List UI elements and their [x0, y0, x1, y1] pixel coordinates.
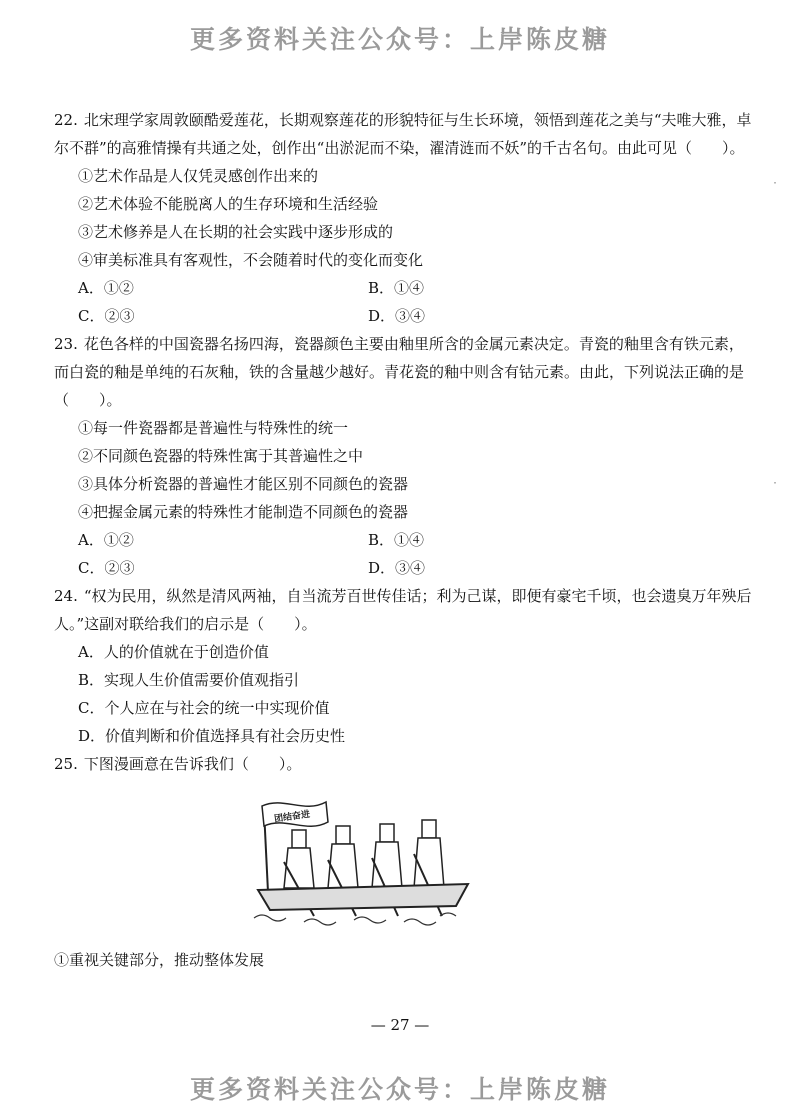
statement: ②艺术体验不能脱离人的生存环境和生活经验 — [78, 195, 379, 213]
question-number: 24. — [54, 587, 78, 605]
page-number: — 27 — — [370, 1016, 430, 1034]
statement: ③艺术修养是人在长期的社会实践中逐步形成的 — [78, 223, 394, 241]
answer-row — [54, 302, 754, 330]
question-stem-text: “权为民用，纵然是清风两袖，自当流芳百世传佳话；利为己谋，即便有豪宅千顷，也会遗臭万年殃后人。”这副对联给我们的启示是（ ）。 — [54, 587, 752, 633]
edge-mark: · — [771, 178, 778, 189]
question-number: 23. — [54, 335, 78, 353]
answer-option-c: C．②③ — [78, 307, 135, 325]
edge-mark: · — [771, 478, 778, 489]
answer-row — [54, 274, 754, 302]
answer-row — [54, 526, 754, 554]
statement: ④把握金属元素的特殊性才能制造不同颜色的瓷器 — [78, 503, 409, 521]
question-number: 22. — [54, 111, 78, 129]
answer-option-d: D．价值判断和价值选择具有社会历史性 — [78, 727, 346, 745]
question-stem-text: 北宋理学家周敦颐酷爱莲花，长期观察莲花的形貌特征与生长环境，领悟到莲花之美与“夫唯大雅，卓尔不群”的高雅情操有共通之处，创作出“出淤泥而不染，濯清涟而不妖”的千古名句。由此可见（ ）。 — [54, 111, 752, 157]
question-number: 25. — [54, 755, 78, 773]
statement: ②不同颜色瓷器的特殊性寓于其普遍性之中 — [78, 447, 364, 465]
statement: ①艺术作品是人仅凭灵感创作出来的 — [78, 167, 319, 185]
answer-option-b: B．①④ — [368, 531, 425, 549]
question-stem-text: 下图漫画意在告诉我们（ ）。 — [83, 755, 302, 773]
answer-option-a: A．人的价值就在于创造价值 — [78, 643, 269, 661]
question-23 — [54, 330, 754, 582]
statement: ③具体分析瓷器的普遍性才能区别不同颜色的瓷器 — [78, 475, 409, 493]
answer-option-d: D．③④ — [368, 559, 426, 577]
question-24 — [54, 582, 754, 750]
statement: ④审美标准具有客观性，不会随着时代的变化而变化 — [78, 251, 424, 269]
question-stem — [54, 106, 754, 162]
answer-option-d: D．③④ — [368, 307, 426, 325]
statement: ①每一件瓷器都是普遍性与特殊性的统一 — [78, 419, 349, 437]
answer-option-b: B．①④ — [368, 279, 425, 297]
footer-watermark-banner: 更多资料关注公众号：上岸陈皮糖 — [189, 1075, 610, 1104]
cartoon-flag-label: 团结奋进 — [273, 809, 311, 825]
exam-content — [54, 106, 754, 974]
question-25 — [54, 750, 754, 974]
answer-option-b: B．实现人生价值需要价值观指引 — [78, 671, 300, 689]
answer-option-c: C．个人应在与社会的统一中实现价值 — [78, 699, 330, 717]
answer-option-a: A．①② — [78, 531, 134, 549]
answer-row — [54, 554, 754, 582]
question-stem — [54, 750, 754, 778]
answer-option-c: C．②③ — [78, 559, 135, 577]
rowing-team-cartoon — [244, 792, 474, 932]
question-stem — [54, 330, 754, 414]
question-stem-text: 花色各样的中国瓷器名扬四海，瓷器颜色主要由釉里所含的金属元素决定。青瓷的釉里含有铁元素，而白瓷的釉是单纯的石灰釉，铁的含量越少越好。青花瓷的釉中则含有钴元素。由此，下列说法正确的是（ ）。 — [54, 335, 745, 409]
question-stem — [54, 582, 754, 638]
question-22 — [54, 106, 754, 330]
header-watermark-banner: 更多资料关注公众号：上岸陈皮糖 — [189, 25, 610, 54]
answer-option-a: A．①② — [78, 279, 134, 297]
statement: ①重视关键部分，推动整体发展 — [54, 951, 265, 969]
